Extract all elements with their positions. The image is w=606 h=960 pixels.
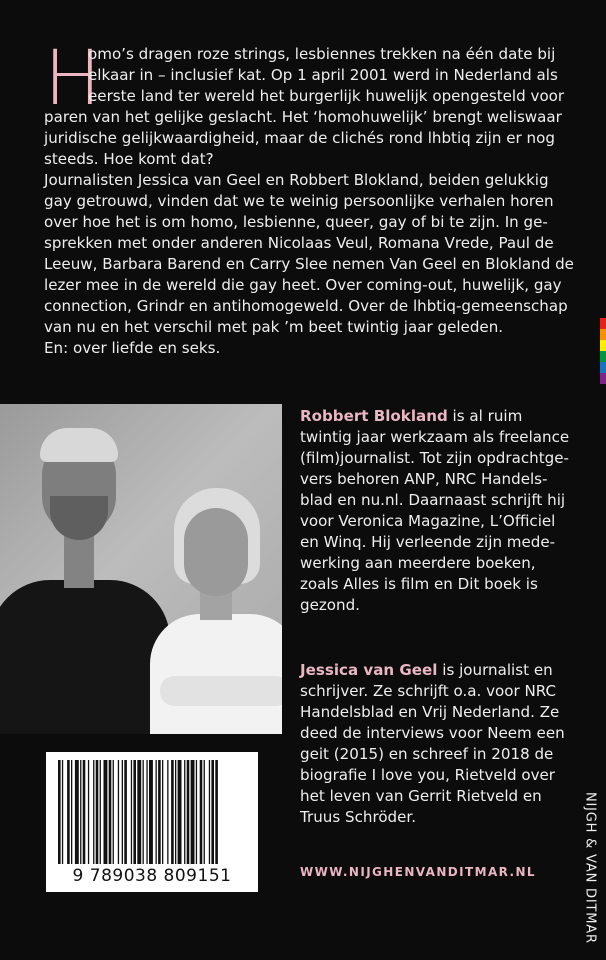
barcode-bar (184, 760, 185, 864)
barcode-bar (83, 760, 86, 864)
blurb-line: Journalisten Jessica van Geel en Robbert Blokland, beiden gelukkig (44, 171, 549, 189)
drop-cap: H (44, 33, 102, 122)
bio-line: zoals Alles is film en Dit boek is (300, 575, 538, 593)
author-name: Robbert Blokland (300, 407, 448, 425)
rainbow-band (600, 373, 606, 384)
bio-line: Truus Schröder. (300, 808, 417, 826)
barcode-bar (171, 760, 174, 864)
publisher-name: NIJGH & VAN DITMAR (582, 792, 598, 944)
blurb-line: eerste land ter wereld het burgerlijk huwelijk opengesteld voor (88, 87, 565, 105)
barcode-bar (109, 760, 112, 864)
bio-line: biografie I love you, Rietveld over (300, 766, 555, 784)
blurb-line: van nu en het verschil met pak ’m beet twintig jaar geleden. (44, 318, 504, 336)
bio-line: voor Veronica Magazine, L’Officiel (300, 512, 556, 530)
barcode-bar (80, 760, 81, 864)
bio-line: gezond. (300, 596, 360, 614)
barcode-bar (158, 760, 161, 864)
author-photo-figure-woman (150, 614, 282, 734)
bio-text: is journalist en (437, 661, 553, 679)
barcode-bars (56, 760, 248, 864)
barcode-bar (75, 760, 79, 864)
barcode-bar (204, 760, 205, 864)
author-name: Jessica van Geel (300, 661, 438, 679)
barcode-bar (113, 760, 114, 864)
barcode-bar (146, 760, 147, 864)
bio-line (300, 406, 596, 427)
barcode-bar (178, 760, 182, 864)
photo-shape (50, 496, 108, 540)
barcode-bar (162, 760, 163, 864)
author-photo (0, 404, 282, 734)
rainbow-band (600, 340, 606, 351)
barcode-bar (149, 760, 153, 864)
barcode-bar (93, 760, 94, 864)
photo-shape (160, 676, 282, 706)
barcode-bar (133, 760, 136, 864)
barcode-bar (124, 760, 127, 864)
rainbow-stripe (600, 318, 606, 384)
blurb-line: gay getrouwd, vinden dat we te weinig persoonlijke verhalen horen (44, 192, 554, 210)
barcode-bar (62, 760, 63, 864)
barcode-bar (191, 760, 195, 864)
bio-line: geit (2015) en schreef in 2018 de (300, 745, 554, 763)
bio-line: schrijver. Ze schrijft o.a. voor NRC (300, 682, 557, 700)
barcode-bar (122, 760, 123, 864)
blurb-line: lezer mee in de wereld die gay heet. Over coming-out, huwelijk, gay (44, 276, 562, 294)
bio-text: is al ruim (447, 407, 523, 425)
bio-line: blad en nu.nl. Daarnaast schrijft hij (300, 491, 566, 509)
bio-robbert (300, 406, 596, 616)
rainbow-band (600, 362, 606, 373)
barcode-bar (71, 760, 72, 864)
blurb-line: omo’s dragen roze strings, lesbiennes trekken na één date bij (88, 45, 556, 63)
barcode-bar (215, 760, 218, 864)
barcode-bar (137, 760, 141, 864)
blurb-text (44, 44, 574, 359)
author-photo-figure-man (0, 580, 170, 734)
barcode-bar (200, 760, 203, 864)
bio-line: vers behoren ANP, NRC Handels- (300, 470, 548, 488)
bio-line: werking aan meerdere boeken, (300, 554, 536, 572)
barcode-bar (209, 760, 210, 864)
barcode-bar (88, 760, 89, 864)
publisher-spine (580, 792, 600, 960)
barcode-bar (196, 760, 197, 864)
photo-shape (64, 532, 94, 588)
barcode-bar (96, 760, 99, 864)
bio-line: Handelsblad en Vrij Nederland. Ze (300, 703, 560, 721)
barcode-bar (167, 760, 168, 864)
barcode-bar (143, 760, 144, 864)
isbn-barcode (46, 752, 258, 892)
bio-jessica (300, 660, 596, 828)
bio-line: en Winq. Hij verleende zijn mede- (300, 533, 556, 551)
blurb-line: over hoe het is om homo, lesbienne, queer, gay of bi te zijn. In ge- (44, 213, 548, 231)
photo-shape (40, 428, 118, 462)
bio-line (300, 660, 596, 681)
barcode-bar (131, 760, 132, 864)
blurb-line: elkaar in – inclusief kat. Op 1 april 2001 werd in Nederland als (88, 66, 558, 84)
bio-line: (film)journalist. Tot zijn opdrachtge- (300, 449, 569, 467)
bio-line: deed de interviews voor Neem een (300, 724, 565, 742)
bio-line: het leven van Gerrit Rietveld en (300, 787, 542, 805)
barcode-bar (187, 760, 190, 864)
isbn-number: 9 789038 809151 (72, 866, 232, 886)
rainbow-band (600, 329, 606, 340)
barcode-bar (175, 760, 176, 864)
photo-shape (184, 508, 248, 596)
blurb-line: connection, Grindr en antihomogeweld. Over de lhbtiq-gemeenschap (44, 297, 568, 315)
barcode-bar (211, 760, 214, 864)
blurb-line: paren van het gelijke geslacht. Het ‘homohuwelijk’ brengt weliswaar (44, 108, 562, 126)
blurb-line: sprekken met onder anderen Nicolaas Veul, Romana Vrede, Paul de (44, 234, 554, 252)
rainbow-band (600, 351, 606, 362)
barcode-bar (58, 760, 61, 864)
publisher-website[interactable]: WWW.NIJGHENVANDITMAR.NL (300, 865, 536, 879)
rainbow-band (600, 318, 606, 329)
barcode-bar (118, 760, 119, 864)
barcode-bar (100, 760, 101, 864)
barcode-bar (104, 760, 108, 864)
blurb-line: steeds. Hoe komt dat? (44, 150, 214, 168)
barcode-bar (67, 760, 70, 864)
blurb-line: En: over liefde en seks. (44, 339, 221, 357)
bio-line: twintig jaar werkzaam als freelance (300, 428, 570, 446)
blurb-line: Leeuw, Barbara Barend en Carry Slee nemen Van Geel en Blokland de (44, 255, 574, 273)
barcode-bar (156, 760, 157, 864)
blurb-line: juridische gelijkwaardigheid, maar de clichés rond lhbtiq zijn er nog (44, 129, 555, 147)
